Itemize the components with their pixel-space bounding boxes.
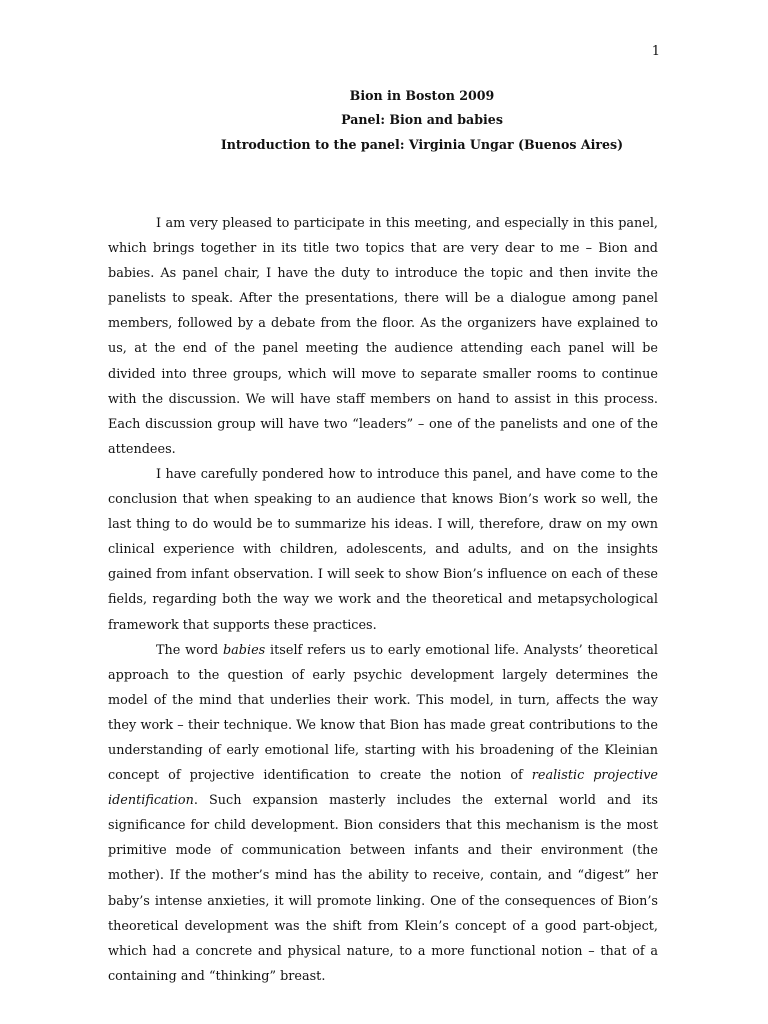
paragraph-3-text-b: itself refers us to early emotional life. Analysts’ theoretical approach to the question of early psychic development largely determines the model of the mind that underlies their work. This model, in turn, affects the way they work – their technique. We know that Bion has made great contributions to the understanding of early emotional life, starting with his broadening of the Kleinian concept of projective identification to create the notion of bbox=[108, 642, 659, 784]
paragraph-1: I am very pleased to participate in this meeting, and especially in this panel, which brings together in its title two topics that are very dear to me – Bion and babies. As panel chair, I have the duty to introduce the topic and then invite the panelists to speak. After the presentations, there will be a dialogue among panel members, followed by a debate from the floor. As the organizers have explained to us, at the end of the panel meeting the audience attending each panel will be divided into three groups, which will move to separate smaller rooms to continue with the discussion. We will have staff members on hand to assist in this process. Each discussion group will have two “leaders” – one of the panelists and one of the attendees. bbox=[108, 216, 658, 457]
page-number: 1 bbox=[651, 44, 660, 59]
paragraph-3 bbox=[108, 638, 658, 989]
paragraph-3-text-a: The word bbox=[156, 642, 223, 658]
body-text bbox=[108, 211, 658, 989]
panel-title: Panel: Bion and babies bbox=[341, 112, 503, 127]
italic-term-babies: babies bbox=[222, 642, 266, 658]
italic-term-realistic-projective-identification: realistic projective identification bbox=[108, 768, 658, 809]
document-title: Bion in Boston 2009 bbox=[349, 88, 495, 103]
paragraph-2: I have carefully pondered how to introduce this panel, and have come to the conclusion that when speaking to an audience that knows Bion’s work so well, the last thing to do would be to summarize his ideas. I will, therefore, draw on my own clinical experience with children, adolescents, and adults, and on the insights gained from infant observation. I will seek to show Bion’s influence on each of these fields, regarding both the way we work and the theoretical and metapsychological framework that supports these practices. bbox=[108, 466, 658, 633]
introduction-heading: Introduction to the panel: Virginia Ungar (Buenos Aires) bbox=[220, 137, 624, 152]
paragraph-3-text-c: . Such expansion masterly includes the external world and its significance for child development. Bion considers that this mechanism is the most primitive mode of communication between infants and their environment (the mother). If the mother’s mind has the ability to receive, contain, and “digest” her baby’s intense anxieties, it will promote linking. One of the consequences of Bion’s theoretical development was the shift from Klein’s concept of a good part-object, which had a concrete and physical nature, to a more functional notion – that of a containing and “thinking” breast. bbox=[108, 793, 658, 984]
